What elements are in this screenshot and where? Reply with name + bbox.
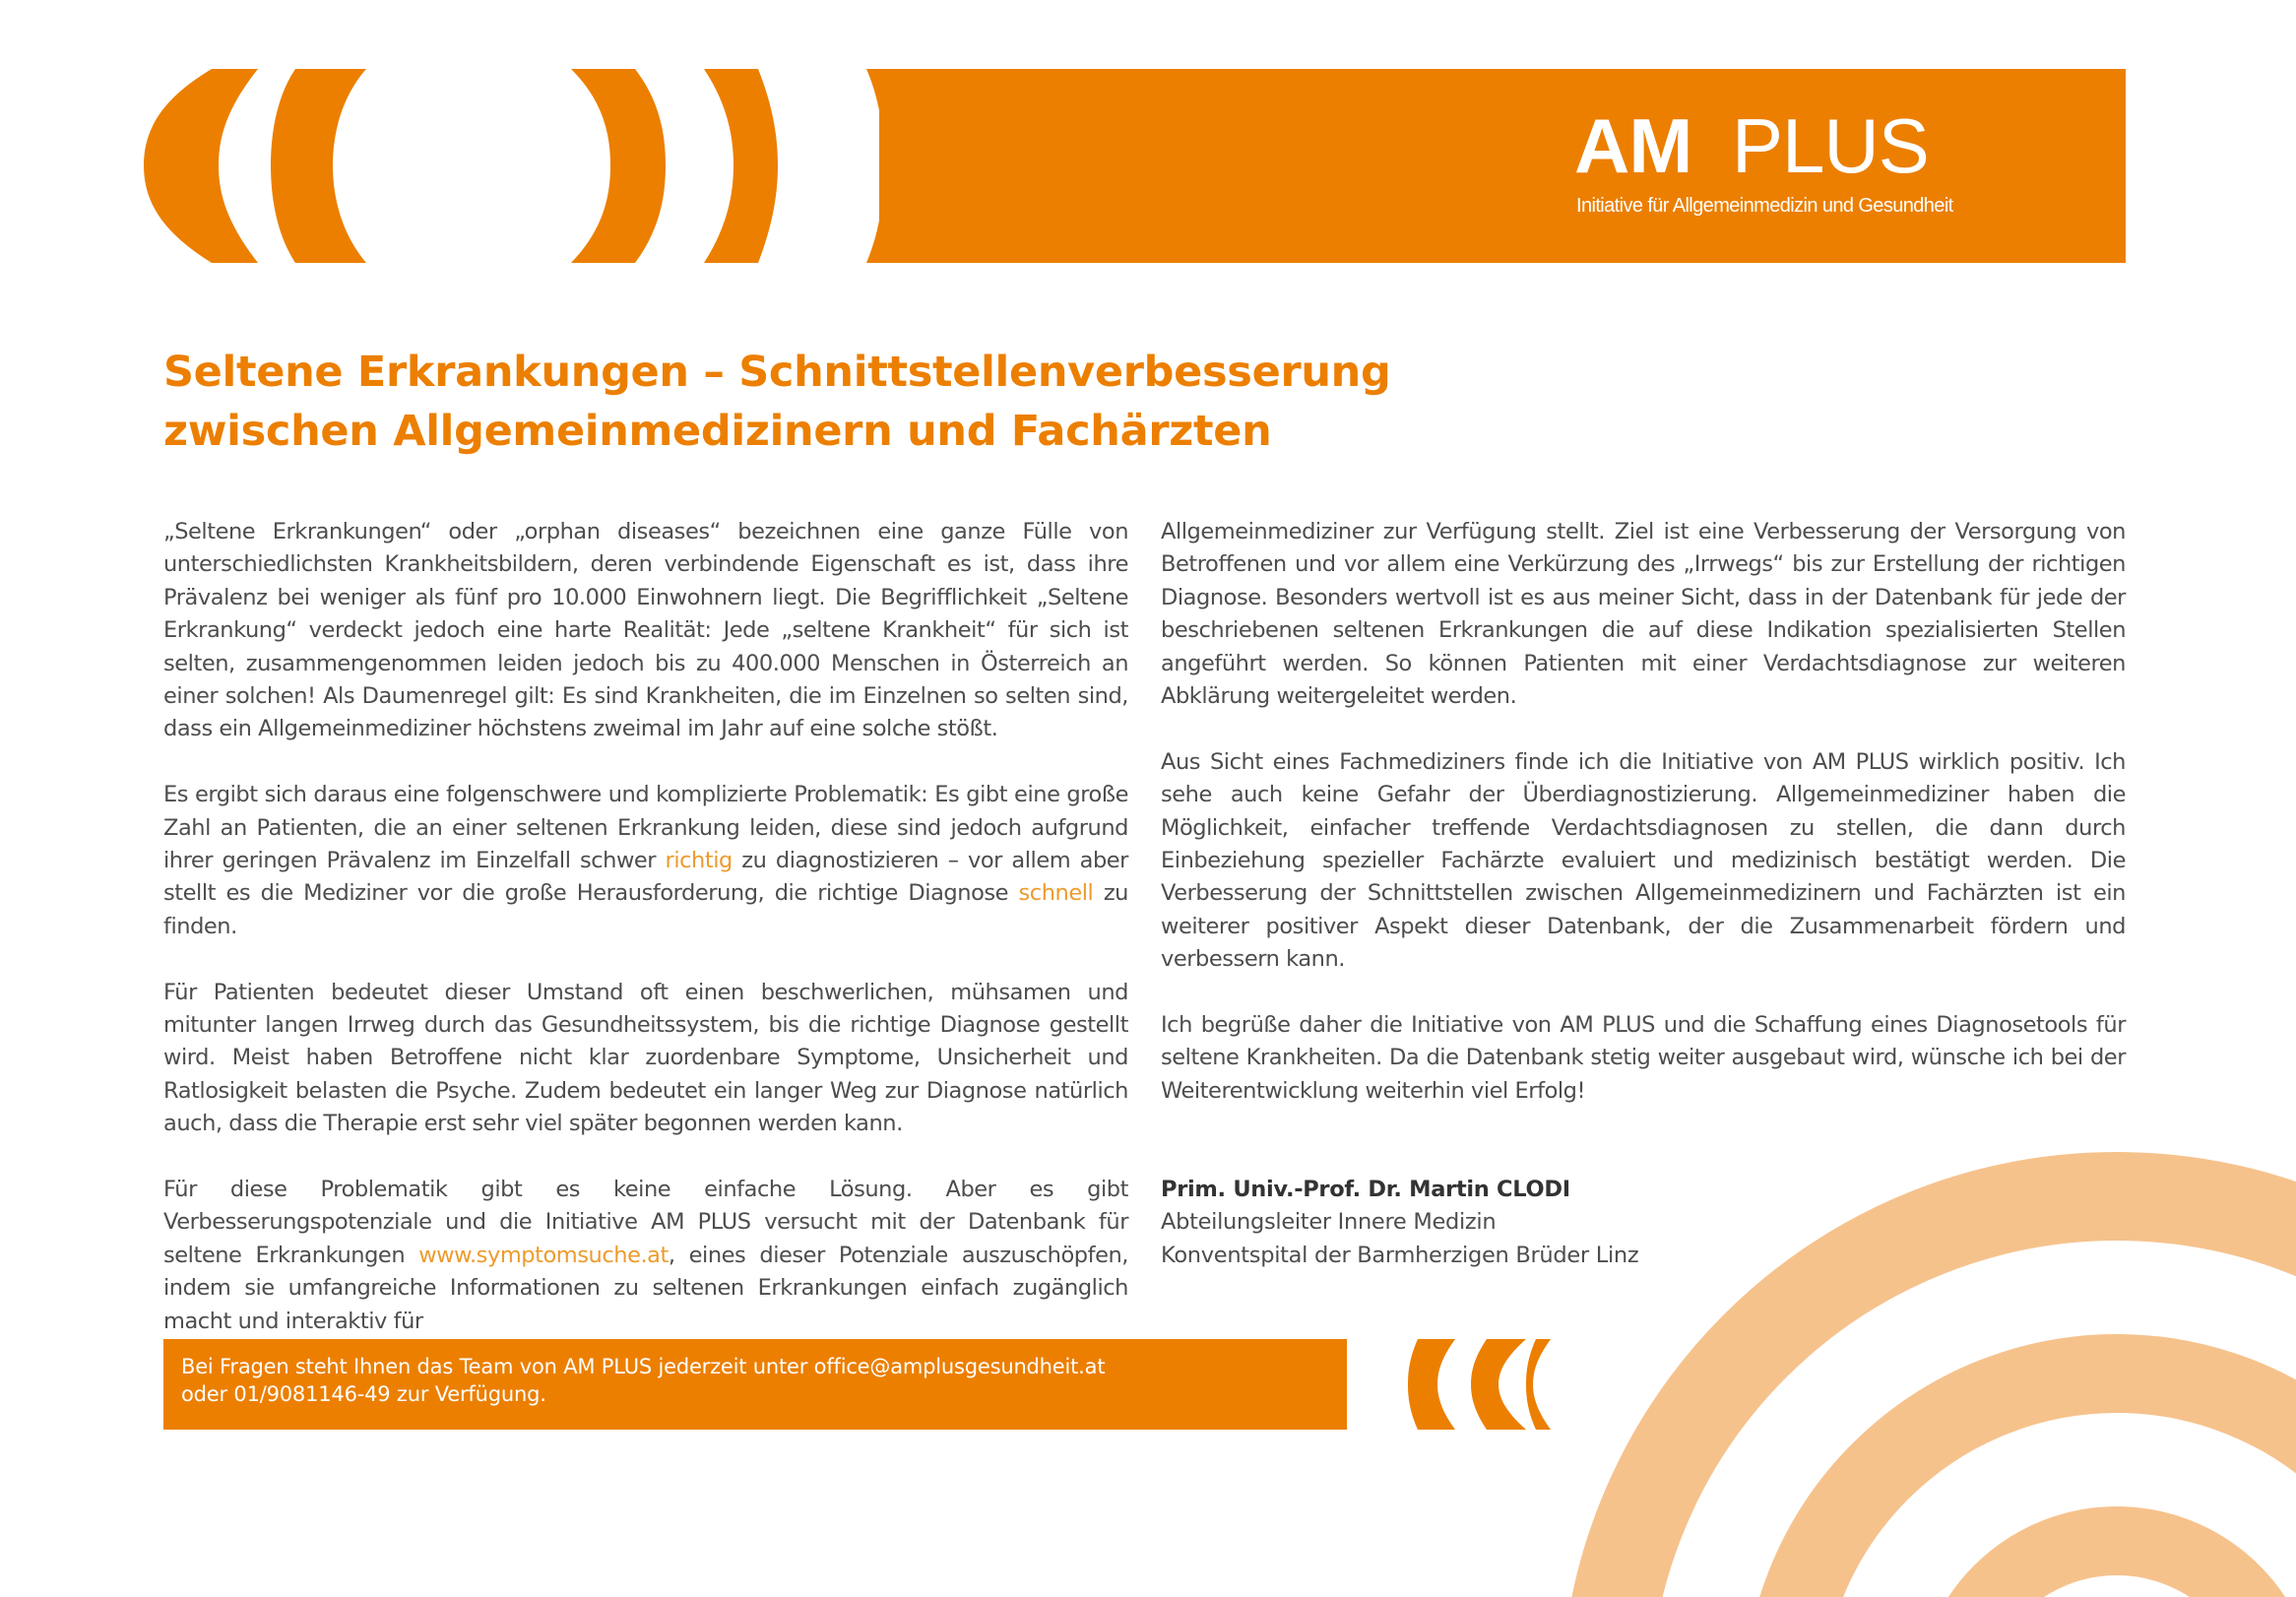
paragraph-3: Für Patienten bedeutet dieser Umstand oft einen beschwerlichen, mühsamen und mitunter langen Irrweg durch das Gesundheitssystem, bis die richtige Diagnose gestellt wird. Meist haben Betroffene nicht klar zuordenbare Symptome, Unsicherheit und Ratlosigkeit belasten die Psyche. Zudem bedeutet ein langer Weg zur Diagnose natürlich auch, dass die Therapie erst sehr viel später begonnen werden kann. [163,979,1128,1137]
left-text-column [163,516,1128,1372]
contact-line-1: Bei Fragen steht Ihnen das Team von AM PLUS jederzeit unter office@amplusgesundheit.at [181,1355,1106,1378]
logo-plus-text: PLUS [1732,102,1929,189]
paragraph-2-text-a: Es ergibt sich daraus eine folgenschwere und komplizierte Problematik: Es gibt eine große Zahl an Patienten, die an einer seltenen Erkrankung leiden, diese sind jedoch aufgrund ihrer geringen Prävalenz im Einzelfall schwer [163,782,1128,874]
right-text-column [1161,516,2126,1141]
author-institution: Konventspital der Barmherzigen Brüder Linz [1161,1242,1639,1268]
paragraph-2-text-c: zu finden. [163,880,1128,939]
paragraph-1: „Seltene Erkrankungen“ oder „orphan diseases“ bezeichnen eine ganze Fülle von unterschiedlichsten Krankheitsbildern, deren verbindende Eigenschaft es ist, dass ihre Prävalenz bei weniger als fünf pro 10.000 Einwohnern liegt. Die Begrifflichkeit „Seltene Erkrankung“ verdeckt jedoch eine harte Realität: Jede „seltene Krankheit“ für sich ist selten, zusammengenommen leiden jedoch bis zu 400.000 Menschen in Österreich an einer solchen! Als Daumenregel gilt: Es sind Krankheiten, die im Einzelnen so selten sind, dass ein Allgemeinmediziner höchstens zweimal im Jahr auf eine solche stößt. [163,519,1128,742]
logo-am-text: AM [1574,102,1692,189]
contact-footer-bar [163,1339,1347,1430]
article-title [163,343,1443,461]
highlight-schnell: schnell [1018,880,1094,907]
paragraph-2 [163,779,1128,943]
logo-tagline: Initiative für Allgemeinmedizin und Gesundheit [1576,195,1953,217]
contact-line-2: oder 01/9081146-49 zur Verfügung. [181,1382,546,1406]
author-signature [1161,1174,1638,1272]
symptomsuche-link[interactable]: www.symptomsuche.at [418,1242,669,1268]
title-line-1: Seltene Erkrankungen – Schnittstellenverbesserung [163,348,1391,397]
paragraph-4-text-b: , eines dieser Potenziale auszuschöpfen, indem sie umfangreiche Informationen zu seltenen Erkrankungen einfach zugänglich macht und interaktiv für [163,1242,1128,1334]
header-banner [879,69,2126,263]
author-name: Prim. Univ.-Prof. Dr. Martin CLODI [1161,1177,1570,1202]
paragraph-5: Allgemeinmediziner zur Verfügung stellt. Ziel ist eine Verbesserung der Versorgung von Betroffenen und vor allem eine Verkürzung des „Irrwegs“ bis zur Erstellung der richtigen Diagnose. Besonders wertvoll ist es aus meiner Sicht, dass in der Datenbank für jede der beschriebenen seltenen Erkrankungen die auf diese Indikation spezialisierten Stellen angeführt werden. So können Patienten mit einer Verdachtsdiagnose zur weiteren Abklärung weitergeleitet werden. [1161,519,2126,710]
author-role: Abteilungsleiter Innere Medizin [1161,1209,1497,1236]
paragraph-7: Ich begrüße daher die Initiative von AM PLUS und die Schaffung eines Diagnosetools für seltene Krankheiten. Da die Datenbank stetig weiter ausgebaut wird, wünsche ich bei der Weiterentwicklung weiterhin viel Erfolg! [1161,1012,2126,1104]
contact-text [181,1353,1105,1408]
paragraph-4 [163,1174,1128,1338]
paragraph-6: Aus Sicht eines Fachmediziners finde ich die Initiative von AM PLUS wirklich positiv. Ich sehe auch keine Gefahr der Überdiagnostizierung. Allgemeinmediziner haben die Möglichkeit, einfacher treffende Verdachtsdiagnosen zu stellen, die dann durch Einbeziehung spezieller Fachärzte evaluiert und medizinisch bestätigt werden. Die Verbesserung der Schnittstellen zwischen Allgemeinmedizinern und Fachärzten ist ein weiterer positiver Aspekt dieser Datenbank, der die Zusammenarbeit fördern und verbessern kann. [1161,748,2126,973]
paragraph-2-text-b: zu diagnostizieren – vor allem aber stellt es die Mediziner vor die große Herausforderung, die richtige Diagnose [163,848,1128,907]
paragraph-4-text-a: Für diese Problematik gibt es keine einfache Lösung. Aber es gibt Verbesserungspotenziale und die Initiative AM PLUS versucht mit der Datenbank für seltene Erkrankungen [163,1177,1128,1268]
am-plus-logo [1574,69,2126,263]
highlight-richtig: richtig [665,848,733,874]
title-line-2: zwischen Allgemeinmedizinern und Fachärzten [163,407,1272,456]
